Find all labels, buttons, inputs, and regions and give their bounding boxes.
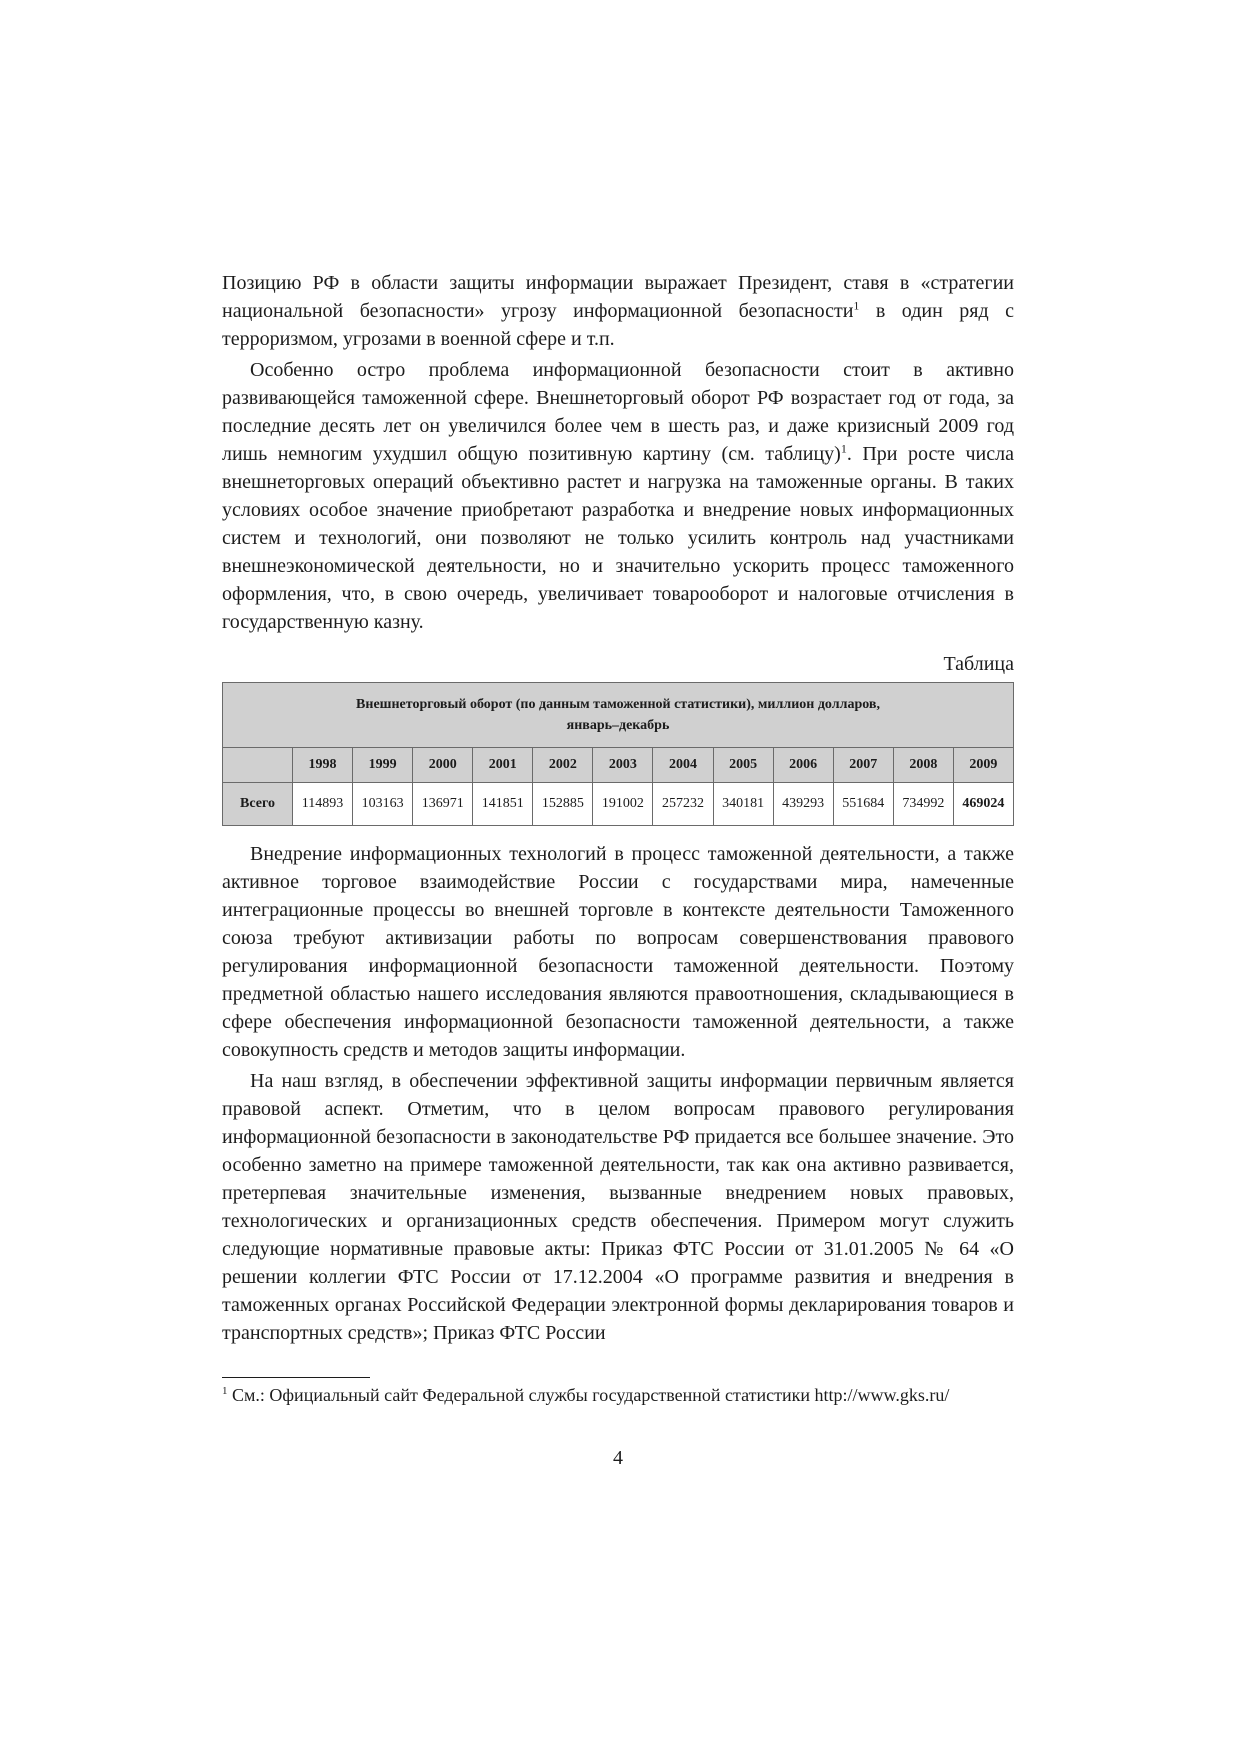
paragraph-1-text-end: в один ряд с терроризмом, угрозами в военной сфере и т.п. (222, 300, 1015, 350)
year-header-2000: 2000 (413, 748, 473, 783)
value-cell-2009: 469024 (953, 783, 1013, 826)
value-cell-2000: 136971 (413, 783, 473, 826)
year-header-2005: 2005 (713, 748, 773, 783)
body-text-upper (222, 269, 1014, 636)
table-title (223, 683, 1014, 748)
year-header-2002: 2002 (533, 748, 593, 783)
value-cell-2005: 340181 (713, 783, 773, 826)
value-cell-2007: 551684 (833, 783, 893, 826)
value-cell-2002: 152885 (533, 783, 593, 826)
footnote-divider (222, 1377, 370, 1378)
table-title-line-2: январь–декабрь (566, 718, 670, 733)
footnote-marker: 1 (853, 298, 860, 313)
year-header-1998: 1998 (293, 748, 353, 783)
value-cell-2001: 141851 (473, 783, 533, 826)
value-cell-2008: 734992 (893, 783, 953, 826)
table-caption: Таблица (943, 653, 1014, 675)
footnote-text: См.: Официальный сайт Федеральной службы государственной статистики http://www.gks.ru/ (227, 1385, 950, 1405)
table-header-row (223, 748, 1014, 783)
footnote-number: 1 (222, 1385, 228, 1397)
paragraph-2 (222, 356, 1014, 636)
footnote (222, 1383, 1014, 1408)
year-header-2008: 2008 (893, 748, 953, 783)
page-number: 4 (613, 1447, 623, 1469)
value-cell-1998: 114893 (293, 783, 353, 826)
value-cell-2004: 257232 (653, 783, 713, 826)
value-cell-1999: 103163 (353, 783, 413, 826)
row-label-total: Всего (223, 783, 293, 826)
footnote-marker: 1 (840, 441, 847, 456)
table-corner-cell (223, 748, 293, 783)
trade-turnover-table (222, 682, 1014, 826)
value-cell-2006: 439293 (773, 783, 833, 826)
paragraph-1-text: Позицию РФ в области защиты информации выражает Президент, ставя в «стратегии национальной безопасности» угрозу информационной безопасности (222, 272, 1014, 322)
year-header-2007: 2007 (833, 748, 893, 783)
value-cell-2003: 191002 (593, 783, 653, 826)
table-title-row (223, 683, 1014, 748)
paragraph-3: Внедрение информационных технологий в процесс таможенной деятельности, а также активное торговое взаимодействие России с государствами мира, намеченные интеграционные процессы во внешней торговле в контексте деятельности Таможенного союза требуют активизации работы по вопросам совершенствования правового регулирования информационной безопасности таможенной деятельности. Поэтому предметной областью нашего исследования являются правоотношения, складывающиеся в сфере обеспечения информационной безопасности таможенной деятельности, а также совокупность средств и методов защиты информации. (222, 843, 1014, 1061)
year-header-1999: 1999 (353, 748, 413, 783)
body-text-lower (222, 840, 1014, 1347)
paragraph-2-text-end: . При росте числа внешнеторговых операций объективно растет и нагрузка на таможенные органы. В таких условиях особое значение приобретают разработка и внедрение новых информационных систем и технологий, они позволяют не только усилить контроль над участниками внешнеэкономической деятельности, но и значительно ускорить процесс таможенного оформления, что, в свою очередь, увеличивает товарооборот и налоговые отчисления в государственную казну. (222, 443, 1014, 633)
year-header-2006: 2006 (773, 748, 833, 783)
table-row (223, 783, 1014, 826)
paragraph-2-text: Особенно остро проблема информационной безопасности стоит в активно развивающейся таможенной сфере. Внешнеторговый оборот РФ возрастает год от года, за последние десять лет он увеличился более чем в шесть раз, и даже кризисный 2009 год лишь немногим ухудшил общую позитивную картину (см. таблицу) (222, 359, 1014, 465)
table-title-line-1: Внешнеторговый оборот (по данным таможенной статистики), миллион долларов, (356, 697, 880, 712)
paragraph-4: На наш взгляд, в обеспечении эффективной защиты информации первичным является правовой аспект. Отметим, что в целом вопросам правового регулирования информационной безопасности в законодательстве РФ придается все большее значение. Это особенно заметно на примере таможенной деятельности, так как она активно развивается, претерпевая значительные изменения, вызванные внедрением новых правовых, технологических и организационных средств обеспечения. Примером могут служить следующие нормативные правовые акты: Приказ ФТС России от 31.01.2005 № 64 «О решении коллегии ФТС России от 17.12.2004 «О программе развития и внедрения в таможенных органах Российской Федерации электронной формы декларирования товаров и транспортных средств»; Приказ ФТС России (222, 1070, 1014, 1344)
year-header-2004: 2004 (653, 748, 713, 783)
year-header-2003: 2003 (593, 748, 653, 783)
paragraph-1 (222, 269, 1014, 353)
year-header-2009: 2009 (953, 748, 1013, 783)
year-header-2001: 2001 (473, 748, 533, 783)
